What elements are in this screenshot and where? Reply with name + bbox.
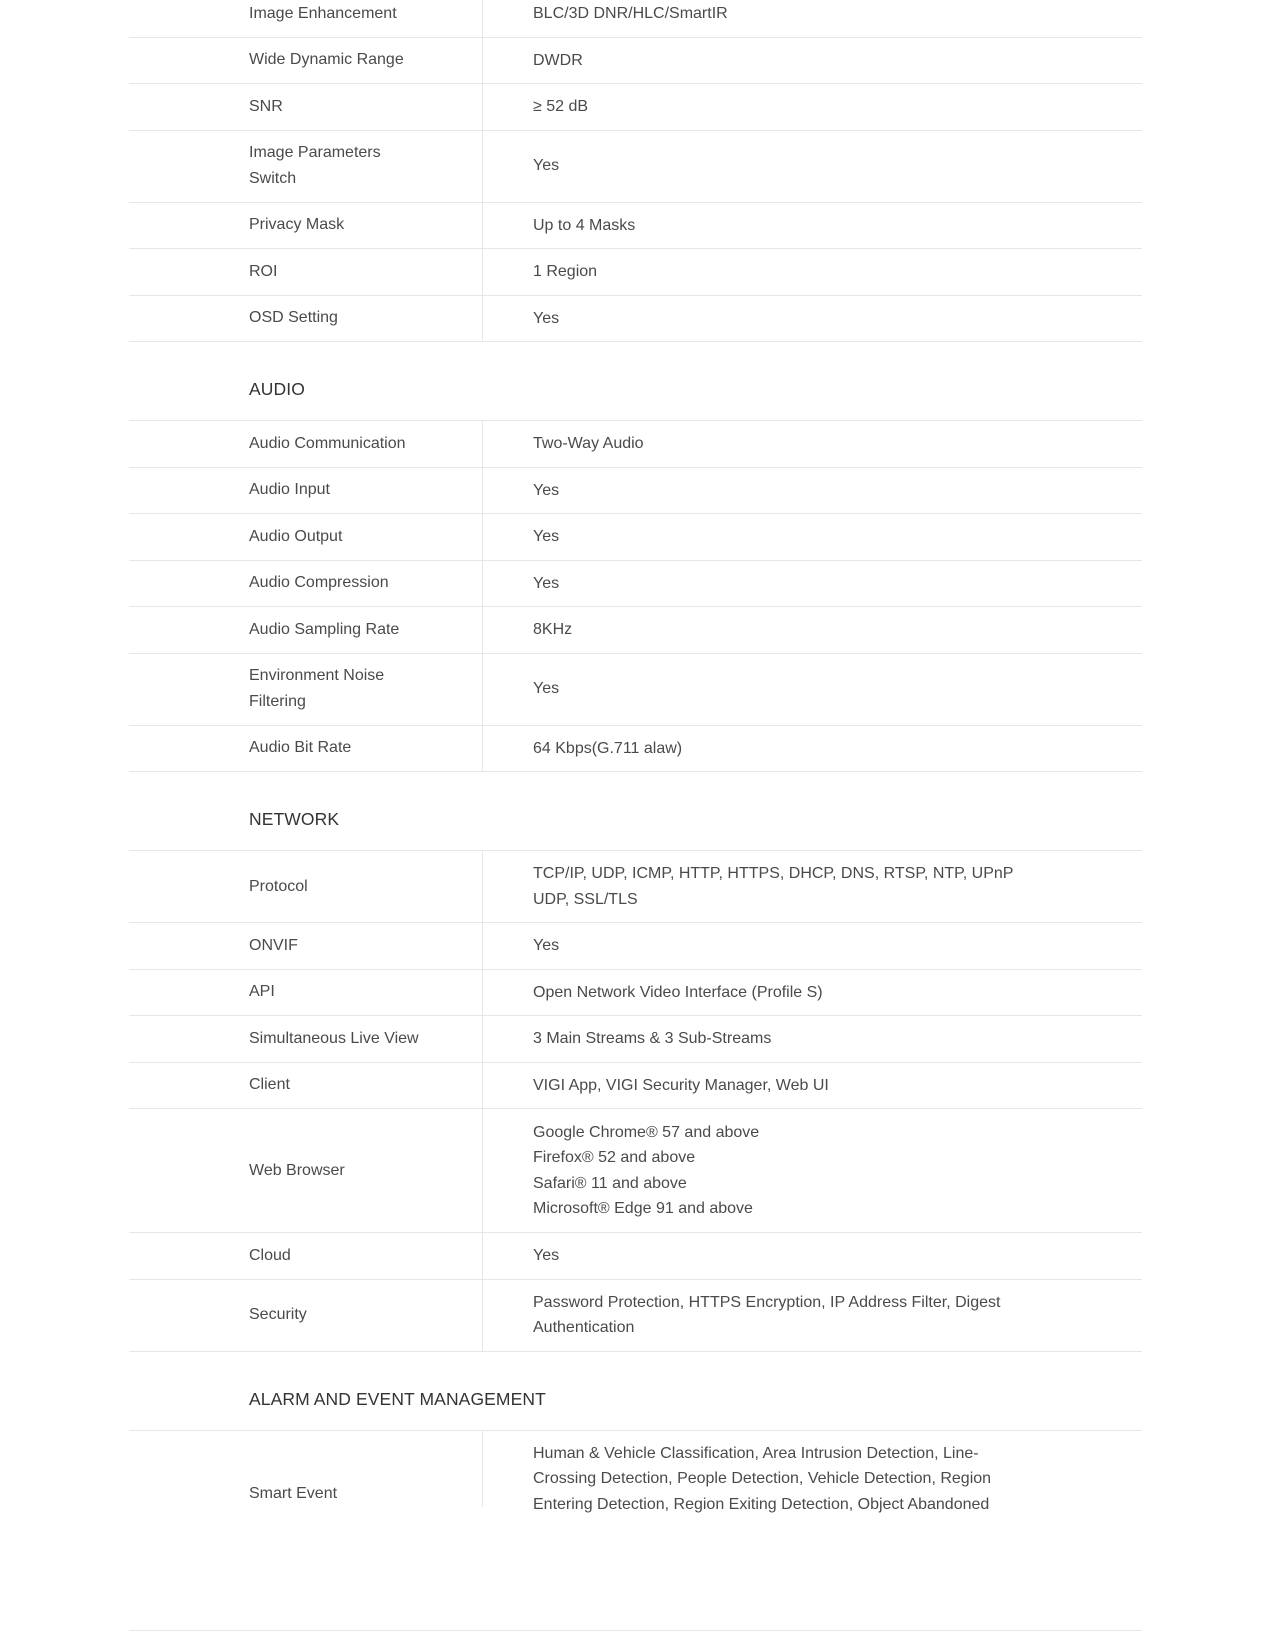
spec-row-roi — [129, 249, 1142, 296]
spec-row-protocol — [129, 851, 1142, 923]
spec-row-audio-bit-rate — [129, 726, 1142, 773]
spec-row-cloud — [129, 1233, 1142, 1280]
spec-row-osd-setting — [129, 296, 1142, 343]
spec-row-smart-event — [129, 1431, 1142, 1631]
spec-label: ROI — [129, 249, 483, 295]
browser-support-line: Firefox® 52 and above — [533, 1149, 696, 1166]
browser-support-line: Safari® 11 and above — [533, 1174, 687, 1192]
spec-value: Up to 4 Masks — [533, 216, 636, 234]
spec-row-environment-noise-filtering — [129, 654, 1142, 726]
spec-label: Security — [129, 1280, 483, 1351]
section-title-alarm-and-event-management: ALARM AND EVENT MANAGEMENT — [129, 1352, 1142, 1431]
spec-label: Wide Dynamic Range — [129, 38, 483, 84]
spec-label: Smart Event — [129, 1431, 483, 1507]
spec-value: Yes — [533, 528, 560, 545]
spec-row-image-parameters-switch — [129, 131, 1142, 203]
spec-row-audio-output — [129, 514, 1142, 561]
spec-value: Yes — [533, 157, 560, 175]
spec-label: Audio Communication — [129, 421, 483, 467]
spec-label: Protocol — [129, 851, 483, 922]
spec-label: SNR — [129, 84, 483, 130]
spec-label: API — [129, 970, 483, 1016]
spec-value: Open Network Video Interface (Profile S) — [533, 983, 823, 1001]
spec-value: 1 Region — [533, 263, 598, 280]
spec-label: Web Browser — [129, 1109, 483, 1232]
spec-value: 3 Main Streams & 3 Sub-Streams — [533, 1030, 772, 1047]
section-title-audio: AUDIO — [129, 342, 1142, 421]
spec-row-simultaneous-live-view — [129, 1016, 1142, 1063]
spec-row-audio-input — [129, 468, 1142, 515]
specifications-table — [129, 0, 1142, 1631]
browser-support-line: Google Chrome® 57 and above — [533, 1123, 760, 1141]
spec-label: Audio Output — [129, 514, 483, 560]
spec-label: OSD Setting — [129, 296, 483, 342]
spec-value: DWDR — [533, 51, 583, 69]
spec-value: 64 Kbps(G.711 alaw) — [533, 739, 683, 757]
spec-label: Audio Input — [129, 468, 483, 514]
spec-label: Image Parameters Switch — [129, 131, 483, 202]
spec-row-audio-sampling-rate — [129, 607, 1142, 654]
spec-label: Image Enhancement — [129, 0, 483, 37]
spec-row-snr — [129, 84, 1142, 131]
spec-row-onvif — [129, 923, 1142, 970]
spec-label: Simultaneous Live View — [129, 1016, 483, 1062]
spec-row-audio-compression — [129, 561, 1142, 608]
section-title-network: NETWORK — [129, 772, 1142, 851]
spec-label: Audio Bit Rate — [129, 726, 483, 772]
spec-value: ≥ 52 dB — [533, 98, 589, 115]
browser-support-line: Microsoft® Edge 91 and above — [533, 1200, 753, 1217]
spec-value: Yes — [533, 937, 560, 954]
spec-label: Audio Compression — [129, 561, 483, 607]
spec-value: Yes — [533, 481, 560, 499]
spec-value: Password Protection, HTTPS Encryption, IP Address Filter, Digest Authentication — [533, 1293, 1001, 1336]
spec-value: Yes — [533, 1247, 560, 1264]
spec-value — [483, 1109, 1142, 1232]
spec-row-security — [129, 1280, 1142, 1352]
spec-row-api — [129, 970, 1142, 1017]
spec-row-wide-dynamic-range — [129, 38, 1142, 85]
spec-value: Human & Vehicle Classification, Area Intrusion Detection, Line-Crossing Detection, People Detection, Vehicle Detection, Region Entering Detection, Region Exiting Detection, Object Abandoned — [533, 1444, 992, 1513]
spec-label: Client — [129, 1063, 483, 1109]
spec-row-privacy-mask — [129, 203, 1142, 250]
spec-label: Audio Sampling Rate — [129, 607, 483, 653]
spec-value: 8KHz — [533, 621, 573, 638]
spec-value: Two-Way Audio — [533, 435, 644, 452]
spec-value: TCP/IP, UDP, ICMP, HTTP, HTTPS, DHCP, DNS, RTSP, NTP, UPnP UDP, SSL/TLS — [533, 865, 1014, 908]
spec-value: VIGI App, VIGI Security Manager, Web UI — [533, 1076, 829, 1094]
spec-label: ONVIF — [129, 923, 483, 969]
spec-row-image-enhancement — [129, 0, 1142, 38]
spec-label: Environment Noise Filtering — [129, 654, 483, 725]
spec-label: Cloud — [129, 1233, 483, 1279]
spec-row-audio-communication — [129, 421, 1142, 468]
spec-value: Yes — [533, 309, 560, 327]
spec-value: BLC/3D DNR/HLC/SmartIR — [533, 5, 728, 22]
spec-value: Yes — [533, 680, 560, 698]
spec-row-web-browser — [129, 1109, 1142, 1233]
spec-value: Yes — [533, 574, 560, 592]
spec-row-client — [129, 1063, 1142, 1110]
spec-label: Privacy Mask — [129, 203, 483, 249]
